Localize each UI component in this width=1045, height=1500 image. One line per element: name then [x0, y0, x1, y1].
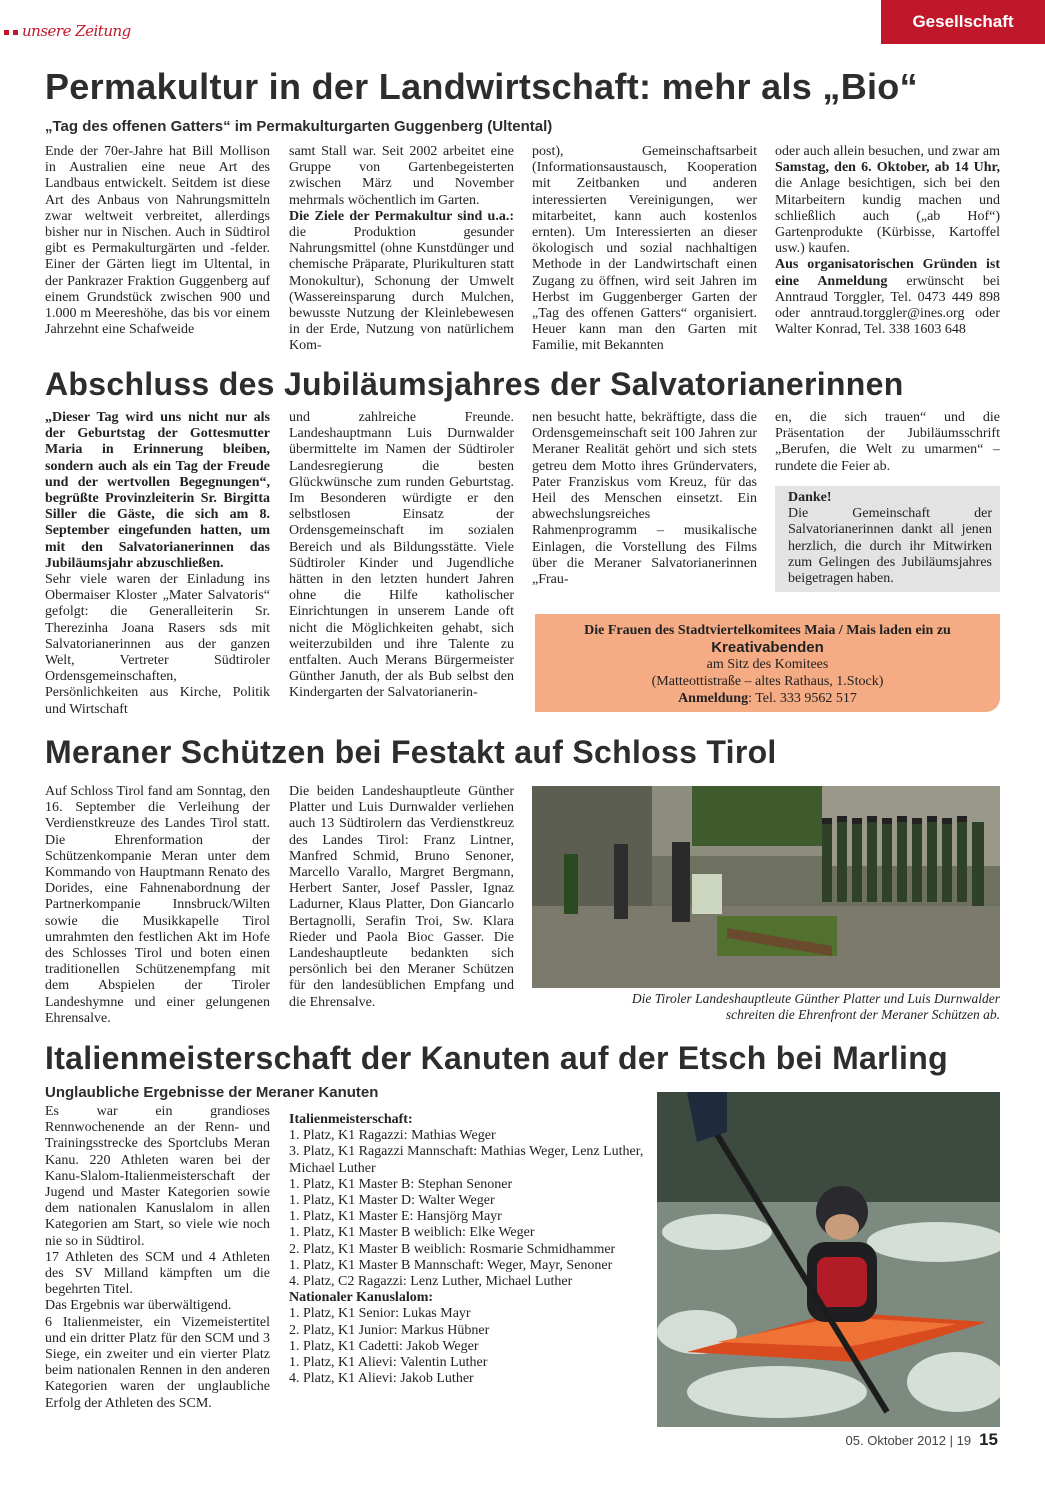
article-2-column-2 [289, 410, 514, 702]
section-tab: Gesellschaft [881, 0, 1045, 44]
decor-square [4, 30, 9, 35]
article-1-col1-text: Ende der 70er-Jahre hat Bill Mollison in Australien eine neue Art des Landbaus entwickelt. Seitdem ist diese Art des Anbaus von Nahrungsmitteln zwar weltweit verbreitet, allerdings bisher nur in Nischen. Auch in Südtirol gibt es Permakulturgärten und -felder. Einer der Gärten liegt im Ultental, in der Pankrazer Fraktion Guggenberg auf einem Grundstück zwischen 900 und 1.000 m Meereshöhe, das bis vor einem Jahrzehnt eine Schafweide [45, 144, 270, 338]
article-4-col1-athletes: 17 Athleten des SCM und 4 Athleten des SV Milland kämpften um die begehrten Titel. [45, 1249, 270, 1298]
result-item: 1. Platz, K1 Alievi: Valentin Luther [289, 1355, 488, 1371]
ceremony-photo [532, 786, 1000, 988]
results-heading-italian: Italienmeisterschaft: [289, 1112, 413, 1127]
registration-phone: : Tel. 333 9562 517 [748, 691, 857, 706]
article-2-col3-text: nen besucht hatte, bekräftigte, dass die Ordensgemeinschaft seit 100 Jahren zur Meraner Realität gehört und sich stets getreu dem Motto ihres Gründervaters, Pater Franziskus vom Kreuz, für das Heil des Menschen einsetzt. Ein abwechslungsreiches Rahmenprogramm – musikalische Einlagen, die Vorstellung des Films über die Meraner Salvatorianerinnen „Frau- [532, 410, 757, 588]
article-1-col4-visit [775, 144, 1000, 257]
article-2-column-1 [45, 410, 270, 718]
article-3-col1-text: Auf Schloss Tirol fand am Sonntag, den 16. September die Verleihung der Verdienstkreuze des Landes Tirol statt. Die Ehrenformation der Schützenkompanie Meran unter dem Kommando von Hauptmann Renato des Dorides, eine Fahnenabordnung der Partnerkompanie Innsbruck/Wilten sowie die Musikkapelle Tirol umrahmten den festlichen Akt im Hofe des Schlosses Tirol und boten einen traditionellen Schützenempfang mit dem Abspielen der Tiroler Landeshymne und einer gelungenen Ehrensalve. [45, 784, 270, 1026]
registration-heading: Aus organisatorischen Gründen ist eine Anmeldung [775, 257, 1000, 289]
result-item: 4. Platz, C2 Ragazzi: Lenz Luther, Michael Luther [289, 1274, 573, 1290]
article-3-title: Meraner Schützen bei Festakt auf Schloss Tirol [45, 734, 777, 770]
result-item: 3. Platz, K1 Ragazzi Mannschaft: Mathias Weger, Lenz Luther, Michael Luther [289, 1144, 644, 1176]
article-4-col1-summary: 6 Italienmeister, ein Vizemeistertitel und ein dritter Platz für den SCM und 3 Siege, ein zweiter und ein vierter Platz beim nationalen Rennen in den anderen Kategorien waren der unglaubliche Erfolg der Athleten des SCM. [45, 1314, 270, 1411]
visit-text-end: die Anlage besichtigen, sich bei den Mitarbeitern kundig machen und schließlich auch („ab Hof“) Gartenprodukte (Kürbisse, Kartoffel usw.) kaufen. [775, 176, 1000, 257]
result-item: 4. Platz, K1 Alievi: Jakob Luther [289, 1371, 474, 1387]
result-item: 1. Platz, K1 Ragazzi: Mathias Weger [289, 1128, 496, 1144]
article-1-subtitle: „Tag des offenen Gatters“ im Permakulturgarten Guggenberg (Ultental) [45, 118, 553, 135]
article-1-column-4 [775, 144, 1000, 338]
article-4-col1-text: Es war ein grandioses Rennwochenende an der Renn- und Trainingsstrecke des Sportclubs Meran Kanu. 220 Athleten waren bei der Kanu-Slalom-Italienmeisterschaft der Jugend und Master Kategorien sowie dem nationalen Kanuslalom in allen Kategorien am Start, so viele wie noch nie so in Südtirol. [45, 1104, 270, 1249]
article-2-intro-text: „Dieser Tag wird uns nicht nur als der Geburtstag der Gottesmutter Maria in Erinnerung bleiben, sondern auch als ein Tag der Freude und der wertvollen Begegnungen“, begrüßte Provinzleiterin Sr. Birgitta Siller die Gäste, die sich am 8. September eingefunden hatten, um mit den Salvatorianerinnen das Jubiläumsjahr abzuschließen. [45, 410, 270, 571]
article-2-col2-text: und zahlreiche Freunde. Landeshauptmann Luis Durnwalder übermittelte im Namen der Südtiroler Landesregierung die besten Glückwünsche zum runden Geburtstag. Im Besonderen würdigte er den selbstlosen Einsatz der Ordensgemeinschaft im sozialen Bereich und als Bildungsstätte. Viele Südtiroler Kinder und Jugendliche hätten in den letzten hundert Jahren ohne die Hilfe katholischer Einrichtungen in unserem Lande oft nicht die Möglichkeiten gehabt, sich weiterzubilden und ihre Talente zu entfalten. Auch Merans Bürgermeister Günther Januth, der als Bub selbst den Kindergarten der Salvatorianerin- [289, 410, 514, 701]
article-2-column-3 [532, 410, 757, 588]
result-item: 1. Platz, K1 Master B: Stephan Senoner [289, 1176, 513, 1192]
publication-logo: unsere Zeitung [22, 22, 131, 40]
visit-text-start: oder auch allein besuchen, und zwar am [775, 144, 1000, 159]
issue-date: 05. Oktober 2012 | 19 [845, 1433, 972, 1448]
article-2-col4-text: en, die sich trauen“ und die Präsentation der Jubiläumsschrift „Berufen, die Welt zu umarmen“ – rundete die Feier ab. [775, 410, 1000, 474]
goals-text: die Produktion gesunder Nahrungsmittel (ohne Kunstdünger und chemische Präparate, Plurikulturen statt Monokultur), Schonung der Umwelt (Wassereinsparung durch Mulchen, bewusste Nutzung der Kleinlebewesen in der Erde, Nutzung von natürlichem Kom- [289, 225, 514, 354]
article-4-col1-result: Das Ergebnis war überwältigend. [45, 1298, 232, 1314]
registration-text: erwünscht bei Anntraud Torggler, Tel. 0473 449 898 oder anntraud.torggler@ines.org oder Walter Konrad, Tel. 338 1603 648 [775, 273, 1000, 338]
result-item: 1. Platz, K1 Cadetti: Jakob Weger [289, 1338, 479, 1354]
page-number: 15 [979, 1430, 998, 1449]
invitation-box [535, 614, 1000, 712]
article-3-column-2 [289, 784, 514, 1011]
article-4-column-1 [45, 1104, 270, 1412]
invitation-line-1: Die Frauen des Stadtviertelkomitees Maia / Mais laden ein zu [584, 623, 951, 638]
caption-line-2: schreiten die Ehrenfront der Meraner Schützen ab. [725, 1007, 1000, 1022]
results-list [289, 1112, 651, 1387]
kayak-photo-image [657, 1092, 1000, 1427]
article-2-column-4 [775, 410, 1000, 475]
article-1-col2-text: samt Stall war. Seit 2002 arbeitet eine Gruppe von Gartenbegeisterten zwischen März und November mehrmals wöchentlich im Garten. [289, 144, 514, 208]
result-item: 1. Platz, K1 Master E: Hansjörg Mayr [289, 1209, 502, 1225]
goals-heading: Die Ziele der Permakultur sind u.a.: [289, 208, 514, 224]
result-item: 1. Platz, K1 Master B weiblich: Elke Weger [289, 1225, 535, 1241]
thanks-text: Die Gemeinschaft der Salvatorianerinnen dankt all jenen herzlich, die durch ihr Mitwirken zum Gelingen des Jubiläumsjahres beigetragen haben. [788, 506, 992, 587]
article-4-subtitle: Unglaubliche Ergebnisse der Meraner Kanuten [45, 1084, 379, 1101]
article-4-title: Italienmeisterschaft der Kanuten auf der Etsch bei Marling [45, 1040, 948, 1076]
article-3-column-1 [45, 784, 270, 1027]
article-1-col3-text: post), Gemeinschaftsarbeit (Informationsaustausch, Kooperation mit Zeitbanken und anderen interessierten Vereinigungen, wer mitarbeitet, kann auch kostenlos ernten). Um Interessierten an dieser ökologisch und sozial nachhaltigen Methode in der Landwirtschaft einen Zugang zu öffnen, wird seit Jahren im Herbst im Guggenberger Garten der „Tag des offenen Gatters“ organisiert. Heuer kann man den Garten mit Familie, mit Bekannten [532, 144, 757, 354]
ceremony-photo-image [532, 786, 1000, 988]
thanks-box [775, 486, 1000, 592]
caption-line-1: Die Tiroler Landeshauptleute Günther Platter und Luis Durnwalder [631, 991, 1000, 1006]
result-item: 2. Platz, K1 Master B weiblich: Rosmarie Schmidhammer [289, 1241, 616, 1257]
kayak-photo [657, 1092, 1000, 1427]
result-item: 2. Platz, K1 Junior: Markus Hübner [289, 1322, 490, 1338]
article-1-column-3 [532, 144, 757, 355]
article-2-col1-text: Sehr viele waren der Einladung ins Obermaiser Kloster „Mater Salvatoris“ gefolgt: die Generalleiterin Sr. Therezinha Joana Rasers sds mit Salvatorianerinnen aus der ganzen Welt, Vertreter Südtiroler Ordensgemeinschaften, Persönlichkeiten aus Kirche, Politik und Wirtschaft [45, 572, 270, 717]
article-2-intro [45, 410, 270, 572]
article-2-title: Abschluss des Jubiläumsjahres der Salvatorianerinnen [45, 366, 904, 402]
invitation-title: Kreativabenden [711, 639, 824, 656]
result-item: 1. Platz, K1 Senior: Lukas Mayr [289, 1306, 471, 1322]
invitation-line-3: am Sitz des Komitees [706, 657, 829, 672]
article-3-col2-text: Die beiden Landeshauptleute Günther Platter und Luis Durnwalder verliehen auch 13 Südtirolern das Verdienstkreuz des Landes Tirol: Franz Lintner, Manfred Schmid, Bruno Senoner, Marcello Varallo, Margret Bergmann, Herbert Santer, Josef Passler, Ignaz Ladurner, Klaus Platter, Don Giancarlo Bertagnolli, Serafin Troi, Sw. Klara Rieder und Paola Bioc Gasser. Die Landeshauptleute bedankten sich persönlich bei den Meraner Schützen für den landesüblichen Empfang und die Ehrensalve. [289, 784, 514, 1010]
article-1-column-2 [289, 144, 514, 355]
thanks-title: Danke! [788, 490, 832, 505]
invitation-line-4: (Matteottistraße – altes Rathaus, 1.Stock) [651, 674, 884, 689]
page-footer [846, 1430, 998, 1450]
photo-caption [532, 991, 1000, 1023]
decor-square [13, 30, 18, 35]
results-heading-national: Nationaler Kanuslalom: [289, 1290, 434, 1306]
article-1-column-1 [45, 144, 270, 338]
result-item: 1. Platz, K1 Master B Mannschaft: Weger, Mayr, Senoner [289, 1257, 613, 1273]
visit-date: Samstag, den 6. Oktober, ab 14 Uhr, [775, 160, 1000, 176]
invitation-registration [535, 690, 1000, 707]
article-1-col4-contact [775, 257, 1000, 338]
registration-label: Anmeldung [678, 691, 749, 706]
article-1-col2-goals [289, 209, 514, 355]
article-1-title: Permakultur in der Landwirtschaft: mehr als „Bio“ [45, 66, 918, 107]
result-item: 1. Platz, K1 Master D: Walter Weger [289, 1193, 495, 1209]
